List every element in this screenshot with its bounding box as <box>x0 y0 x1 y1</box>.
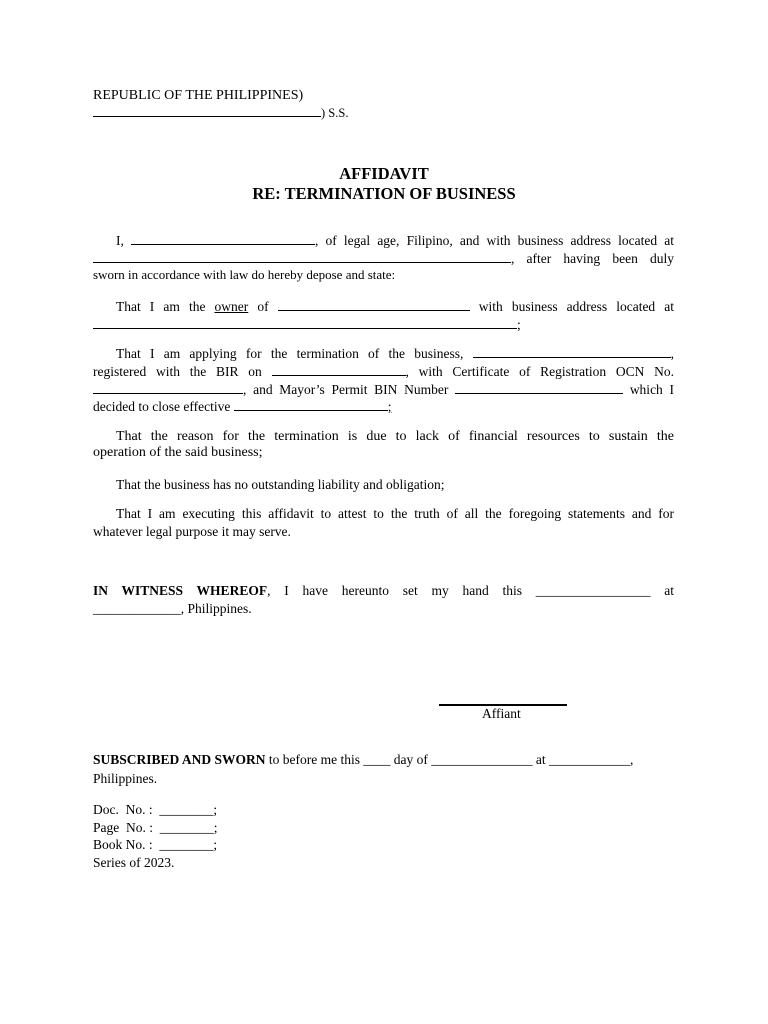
owner-word: owner <box>214 299 249 314</box>
ss-line <box>93 104 348 121</box>
para3-text-b: registered with the BIR on <box>93 364 262 379</box>
title-affidavit: AFFIDAVIT <box>339 164 429 183</box>
ocn-number-blank <box>93 381 243 394</box>
witness-line2 <box>93 601 252 617</box>
para2-end: ; <box>517 317 521 332</box>
republic-line: REPUBLIC OF THE PHILIPPINES) <box>93 88 304 103</box>
terminated-business-blank <box>473 345 671 358</box>
para3-line3 <box>93 381 674 398</box>
sworn-bold: SUBSCRIBED AND SWORN <box>93 752 266 767</box>
para4-text-a: That the reason for the termination is due to lack of financial resources to sustain the <box>116 429 674 444</box>
witness-bold: IN WITNESS WHEREOF <box>93 583 268 598</box>
business-name-blank <box>278 298 470 311</box>
series-year: Series of 2023. <box>93 855 175 870</box>
para4-line2: operation of the said business; <box>93 445 263 460</box>
title-subject: RE: TERMINATION OF BUSINESS <box>252 184 516 203</box>
sworn-text-a: to before me this ____ day of _______________ at ____________, <box>268 752 634 767</box>
para3-text-e: which I <box>629 382 675 397</box>
para3-comma: , <box>670 346 674 361</box>
business-address-blank <box>93 250 511 263</box>
para4-line1 <box>93 429 674 445</box>
witness-at: at <box>664 583 674 598</box>
para3-text-d: , and Mayor’s Permit BIN Number <box>243 382 449 397</box>
para1-i: I, <box>116 233 124 248</box>
para1-line2 <box>93 250 674 267</box>
venue-blank <box>93 104 321 117</box>
para6-text-a: That I am executing this affidavit to attest to the truth of all the foregoing statements and for <box>116 506 674 521</box>
para1-line3: sworn in accordance with law do hereby depose and state: <box>93 267 396 282</box>
page-no: Page No. : ________; <box>93 820 218 835</box>
para3-line4 <box>93 398 391 415</box>
para3-text-f: decided to close effective <box>93 399 231 414</box>
para3-text-a: That I am applying for the termination of the business, <box>116 346 464 361</box>
book-no: Book No. : ________; <box>93 837 218 852</box>
para3-line2 <box>93 363 674 380</box>
owner-address-blank <box>93 316 517 329</box>
para2-of: of <box>257 299 269 314</box>
para6-line1 <box>93 506 674 522</box>
effective-date-blank <box>234 398 388 411</box>
witness-date-blank: _________________ <box>535 583 651 598</box>
doc-no: Doc. No. : ________; <box>93 802 218 817</box>
bin-number-blank <box>455 381 623 394</box>
para1-text-b: , of legal age, Filipino, and with business address located at <box>315 233 675 248</box>
sworn-line1 <box>93 752 633 768</box>
para2-text-a: That I am the <box>116 299 206 314</box>
para3-text-c: , with Certificate of Registration OCN No. <box>405 364 674 379</box>
bir-date-blank <box>272 363 406 376</box>
para1-line1 <box>93 232 674 249</box>
witness-text-a: , I have hereunto set my hand this <box>267 583 522 598</box>
para2-text-b: with business address located at <box>478 299 675 314</box>
para2-line2 <box>93 316 521 333</box>
para3-end: ; <box>387 399 392 414</box>
para1-text-c: , after having been duly <box>511 251 674 266</box>
para2-line1 <box>93 298 674 315</box>
ss-label: ) S.S. <box>321 106 349 120</box>
para5: That the business has no outstanding liability and obligation; <box>116 477 445 492</box>
witness-text-b: , Philippines. <box>180 601 252 616</box>
affiant-name-blank <box>131 232 315 245</box>
affiant-label: Affiant <box>482 706 521 721</box>
para6-line2: whatever legal purpose it may serve. <box>93 524 291 539</box>
witness-line1 <box>93 583 674 599</box>
para3-line1 <box>93 345 674 362</box>
sworn-line2: Philippines. <box>93 771 158 786</box>
witness-place-blank: _____________ <box>93 601 181 616</box>
